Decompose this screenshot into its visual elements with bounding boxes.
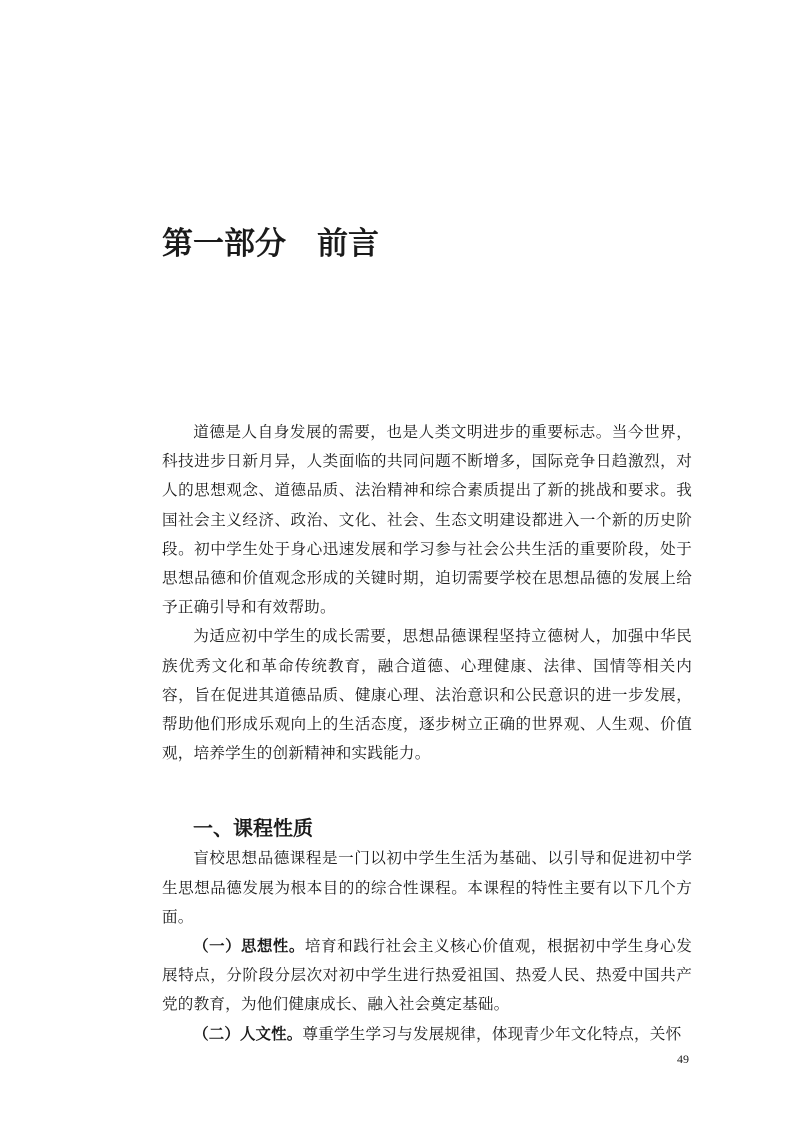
trait-term: （一）思想性。: [193, 937, 305, 956]
course-trait-humanistic: [162, 1020, 692, 1049]
trait-text: 尊重学生学习与发展规律，体现青少年文化特点，关怀: [302, 1024, 682, 1043]
section-intro-paragraph: 盲校思想品德课程是一门以初中学生生活为基础、以引导和促进初中学生思想品德发展为根本目的的综合性课程。本课程的特性主要有以下几个方面。: [162, 849, 692, 926]
trait-text: 培育和践行社会主义核心价值观，根据初中学生身心发展特点，分阶段分层次对初中学生进行热爱祖国、热爱人民、热爱中国共产党的教育，为他们健康成长、融入社会奠定基础。: [162, 937, 692, 1014]
preface-paragraph-1: 道德是人自身发展的需要，也是人类文明进步的重要标志。当今世界，科技进步日新月异，人类面临的共同问题不断增多，国际竞争日趋激烈，对人的思想观念、道德品质、法治精神和综合素质提出了新的挑战和要求。我国社会主义经济、政治、文化、社会、生态文明建设都进入一个新的历史阶段。初中学生处于身心迅速发展和学习参与社会公共生活的重要阶段，处于思想品德和价值观念形成的关键时期，迫切需要学校在思想品德的发展上给予正确引导和有效帮助。: [162, 423, 692, 617]
page-number: 49: [677, 1052, 689, 1066]
part-title: 第一部分 前言: [162, 226, 379, 262]
section-heading-course-nature: 一、课程性质: [193, 816, 313, 841]
page-content: [162, 418, 692, 1049]
course-trait-ideological: [162, 932, 692, 1020]
trait-term: （二）人文性。: [193, 1024, 303, 1043]
preface-paragraph-2: 为适应初中学生的成长需要，思想品德课程坚持立德树人，加强中华民族优秀文化和革命传统教育，融合道德、心理健康、法律、国情等相关内容，旨在促进其道德品质、健康心理、法治意识和公民意识的进一步发展，帮助他们形成乐观向上的生活态度，逐步树立正确的世界观、人生观、价值观，培养学生的创新精神和实践能力。: [162, 627, 692, 763]
